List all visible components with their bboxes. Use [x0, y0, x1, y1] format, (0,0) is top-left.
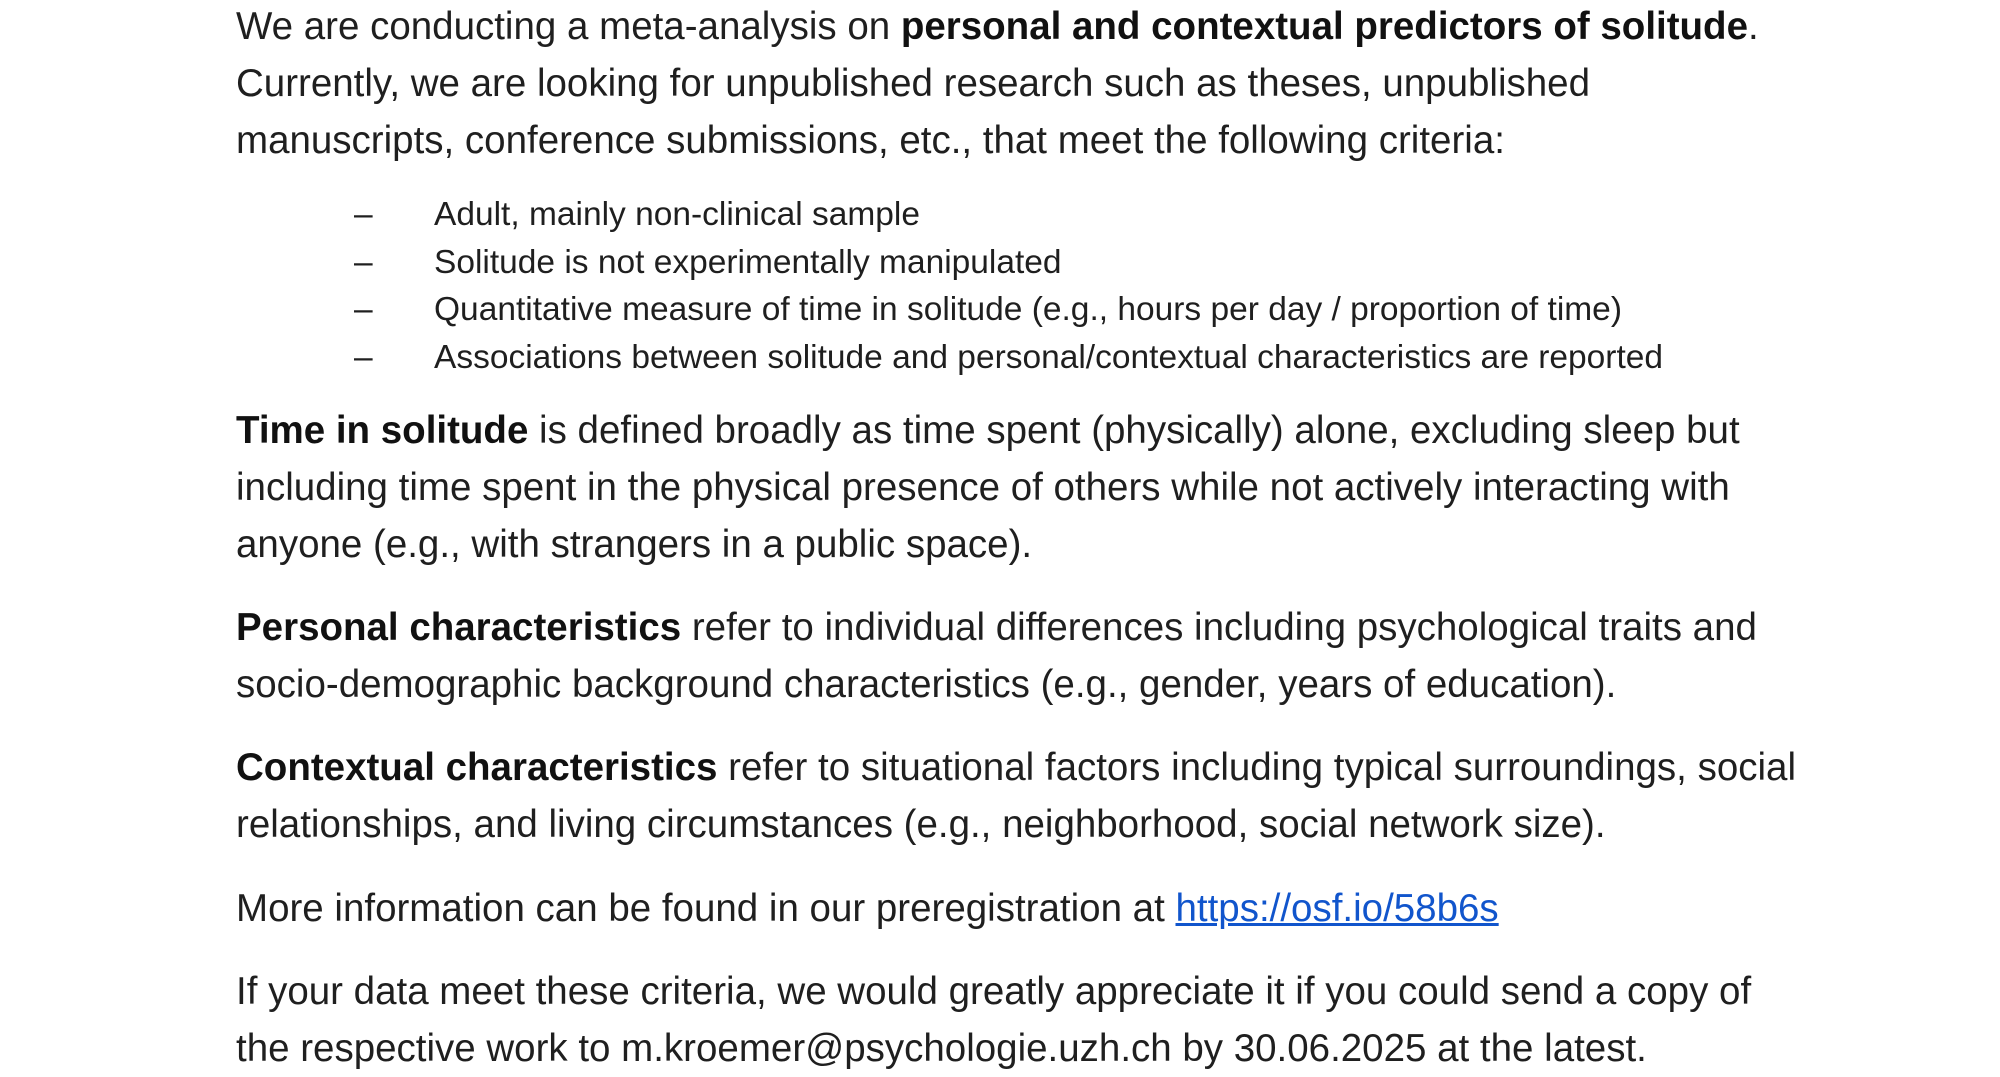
more-info-paragraph	[236, 880, 1796, 937]
criteria-list	[236, 191, 1796, 381]
preregistration-link[interactable]: https://osf.io/58b6s	[1175, 887, 1499, 930]
dash-bullet: –	[354, 291, 373, 328]
definition-text: refer to situational factors including typical surroundings, social relationships, and living circumstances (e.g., neighborhood, social network size).	[236, 746, 1796, 846]
definition-time-in-solitude	[236, 402, 1796, 573]
dash-bullet: –	[354, 196, 373, 233]
document-body	[236, 0, 1796, 1077]
definition-term: Time in solitude	[236, 409, 529, 452]
intro-bold-topic: personal and contextual predictors of solitude	[900, 5, 1748, 48]
criteria-item-text: Solitude is not experimentally manipulated	[434, 243, 1062, 281]
criteria-item-text: Adult, mainly non-clinical sample	[434, 196, 920, 233]
intro-text-after: . Currently, we are looking for unpublished research such as theses, unpublished manuscripts, conference submissions, etc., that meet the following criteria:	[236, 5, 1759, 162]
definition-text: is defined broadly as time spent (physically) alone, excluding sleep but including time spent in the physical presence of others while not actively interacting with anyone (e.g., with strangers in a public space).	[236, 409, 1740, 566]
definition-term: Contextual characteristics	[236, 746, 718, 789]
more-info-text: More information can be found in our preregistration at	[236, 887, 1176, 930]
criteria-item-text: Quantitative measure of time in solitude (e.g., hours per day / proportion of time)	[434, 291, 1622, 328]
dash-bullet: –	[354, 243, 373, 281]
request-paragraph: If your data meet these criteria, we would greatly appreciate it if you could send a copy of the respective work to m.kroemer@psychologie.uzh.ch by 30.06.2025 at the latest.	[236, 970, 1752, 1070]
dash-bullet: –	[354, 338, 373, 376]
criteria-item	[236, 334, 1796, 382]
intro-text-before: We are conducting a meta-analysis on	[236, 5, 901, 48]
criteria-item	[236, 191, 1796, 239]
criteria-item	[236, 239, 1796, 287]
definition-personal-characteristics	[236, 599, 1796, 713]
definition-text: refer to individual differences including psychological traits and socio-demographic background characteristics (e.g., gender, years of education).	[236, 606, 1757, 706]
definition-term: Personal characteristics	[236, 606, 682, 649]
intro-paragraph	[236, 0, 1796, 169]
criteria-item-text: Associations between solitude and personal/contextual characteristics are reported	[434, 338, 1664, 376]
criteria-item	[236, 286, 1796, 334]
definition-contextual-characteristics	[236, 739, 1796, 853]
